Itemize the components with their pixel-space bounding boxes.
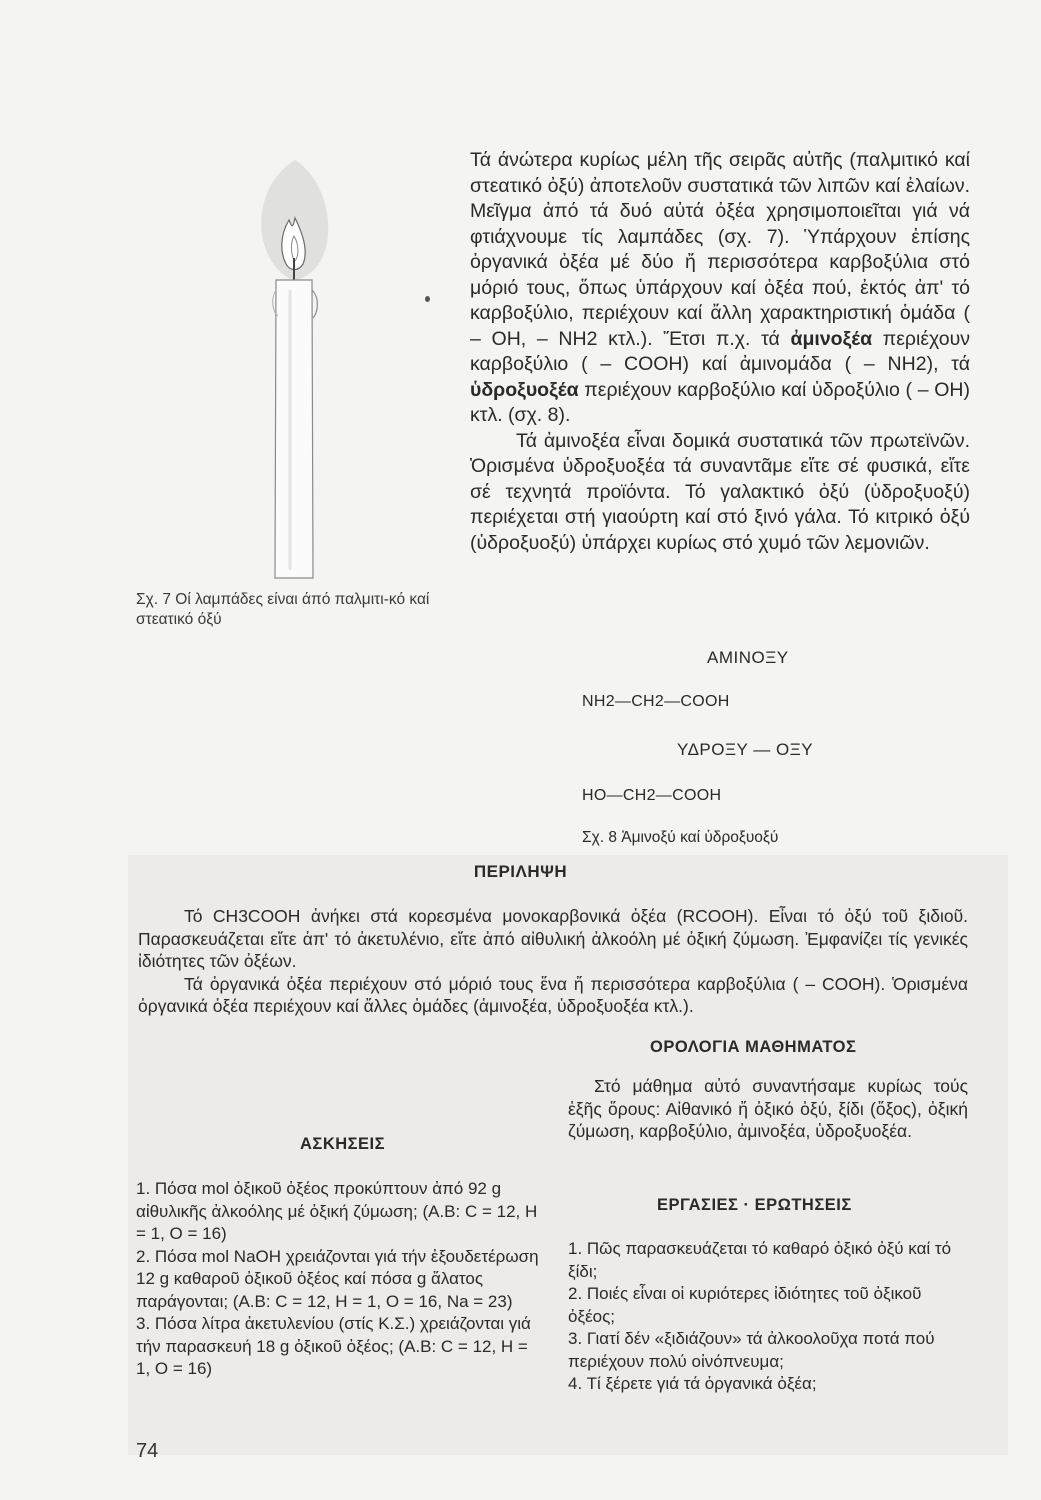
exercises-list bbox=[136, 1178, 546, 1381]
exercise-item: 2. Πόσα mol NaOH χρειάζονται γιά τήν ἐξουδετέρωση 12 g καθαροῦ ὀξικοῦ ὀξέος καί πόσα g ἅλατος παράγονται; (Α.Β: C = 12, H = 1, O = 16, Na = 23) bbox=[136, 1246, 539, 1311]
exercises-title: ΑΣΚΗΣΕΙΣ bbox=[300, 1135, 386, 1153]
page-number: 74 bbox=[136, 1440, 159, 1462]
paragraph-1-part-a: Τά άνώτερα κυρίως μέλη τῆς σειρᾶς αὐτῆς (παλμιτικό καί στεατικό ὀξύ) ἀποτελοῦν συστατικά τῶν λιπῶν καί ἐλαίων. Μεῖγμα ἀπό τά δυό αὐτά ὀξέα χρησιμοποιεῖται γιά νά φτιάχνουμε τίς λαμπάδες (σχ. 7). Ὑπάρχουν ἐπίσης ὀργανικά ὀξέα μέ δύο ἤ περισσότερα καρβοξύλια στό μόριό τους, ὅπως ὑπάρχουν καί ὀξέα πού, ἐκτός ἀπ' τό καρβοξύλιο, περιέχουν καί ἄλλη χαρακτηριστική ὁμάδα ( – ΟΗ, – ΝΗ2 κτλ.). Ἔτσι π.χ. τά bbox=[470, 149, 970, 350]
wax-drop bbox=[425, 296, 430, 302]
question-item: 1. Πῶς παρασκευάζεται τό καθαρό ὀξικό ὀξύ καί τό ξίδι; bbox=[568, 1239, 952, 1281]
terminology-title: ΟΡΟΛΟΓΙΑ ΜΑΘΗΜΑΤΟΣ bbox=[650, 1038, 857, 1056]
questions-title: ΕΡΓΑΣΙΕΣ · ΕΡΩΤΗΣΕΙΣ bbox=[657, 1196, 852, 1214]
summary-paragraph-1: Τό CH3COOH ἀνήκει στά κορεσμένα μονοκαρβονικά ὀξέα (RCOOH). Εἶναι τό ὀξύ τοῦ ξιδιοῦ. Παρασκευάζεται εἴτε ἀπ' τό ἀκετυλένιο, εἴτε ἀπό αἰθυλική ἀλκοόλη μέ ὀξική ζύμωση. Ἐμφανίζει τίς γενικές ἰδιότητες τῶν ὀξέων. bbox=[138, 906, 968, 971]
paragraph-1-part-b: περιέχουν καρβοξύλιο ( – COOH) καί ἀμινομάδα ( – ΝΗ2), τά bbox=[470, 327, 970, 375]
figure-8-caption: Σχ. 8 Ἀμινοξύ καί ὑδροξυοξύ bbox=[582, 829, 779, 846]
candle-illustration bbox=[240, 140, 350, 590]
question-item: 2. Ποιές εἶναι οἱ κυριότερες ἰδιότητες τοῦ ὀξικοῦ ὀξέος; bbox=[568, 1284, 922, 1326]
summary-paragraph-2: Τά ὀργανικά ὀξέα περιέχουν στό μόριό τους ἕνα ἤ περισσότερα καρβοξύλια ( – COOH). Ὁρισμένα ὀργανικά ὀξέα περιέχουν καί ἄλλες ὁμάδες (ἀμινοξέα, ὑδροξυοξέα κτλ.). bbox=[138, 973, 968, 1016]
aminoxy-heading: ΑΜΙΝΟΞΥ bbox=[707, 648, 789, 667]
candle-flame-icon bbox=[261, 160, 328, 280]
candle-body bbox=[273, 280, 318, 578]
term-ydroxyoxea: ὑδροξυοξέα bbox=[470, 378, 579, 401]
term-aminoxea: ἀμινοξέα bbox=[790, 327, 873, 350]
terminology-text: Στό μάθημα αὐτό συναντήσαμε κυρίως τούς ἑξῆς ὅρους: Αἰθανικό ἤ ὀξικό ὀξύ, ξίδι (ὄξος), ὀξική ζύμωση, καρβοξύλιο, ἀμινοξέα, ὑδροξυοξέα. bbox=[568, 1076, 968, 1141]
questions-list bbox=[568, 1238, 968, 1396]
summary-title: ΠΕΡΙΛΗΨΗ bbox=[473, 862, 568, 881]
question-item: 4. Τί ξέρετε γιά τά ὀργανικά ὀξέα; bbox=[568, 1374, 817, 1393]
figure-7-caption: Σχ. 7 Οί λαμπάδες είναι άπό παλμιτι-κό καί στεατικό όξύ bbox=[136, 591, 430, 628]
aminoxy-formula: NH2—CH2—COOH bbox=[582, 693, 730, 710]
exercise-item: 3. Πόσα λίτρα ἀκετυλενίου (στίς Κ.Σ.) χρειάζονται γιά τήν παρασκευή 18 g ὀξικοῦ ὀξέος; (Α.Β: C = 12, H = 1, O = 16) bbox=[136, 1314, 531, 1378]
exercise-item: 1. Πόσα mol ὀξικοῦ ὀξέος προκύπτουν ἀπό 92 g αἰθυλικῆς ἀλκοόλης μέ ὀξική ζύμωση; (Α.Β: C = 12, H = 1, O = 16) bbox=[136, 1179, 538, 1243]
question-item: 3. Γιατί δέν «ξιδιάζουν» τά ἀλκοολοῦχα ποτά πού περιέχουν πολύ οἰνόπνευμα; bbox=[568, 1329, 935, 1371]
main-paragraph-1 bbox=[470, 148, 970, 429]
main-paragraph-2: Τά ἀμινοξέα εἶναι δομικά συστατικά τῶν πρωτεϊνῶν. Ὁρισμένα ὑδροξυοξέα τά συναντᾶμε εἴτε σέ φυσικά, εἴτε σέ τεχνητά προϊόντα. Τό γαλακτικό ὀξύ (ὑδροξυοξύ) περιέχεται στή γιαούρτη καί στό ξινό γάλα. Τό κιτρικό ὀξύ (ὑδροξυοξύ) ὑπάρχει κυρίως στό χυμό τῶν λεμονιῶν. bbox=[470, 429, 970, 554]
paragraph-1-part-c: περιέχουν καρβοξύλιο καί ὑδροξύλιο ( – ΟΗ) κτλ. (σχ. 8). bbox=[470, 378, 971, 426]
main-text bbox=[470, 148, 970, 556]
summary-text bbox=[138, 905, 968, 1018]
hydroxy-oxy-heading: ΥΔΡΟΞΥ — ΟΞΥ bbox=[677, 740, 814, 759]
hydroxy-oxy-formula: HO—CH2—COOH bbox=[582, 787, 722, 804]
